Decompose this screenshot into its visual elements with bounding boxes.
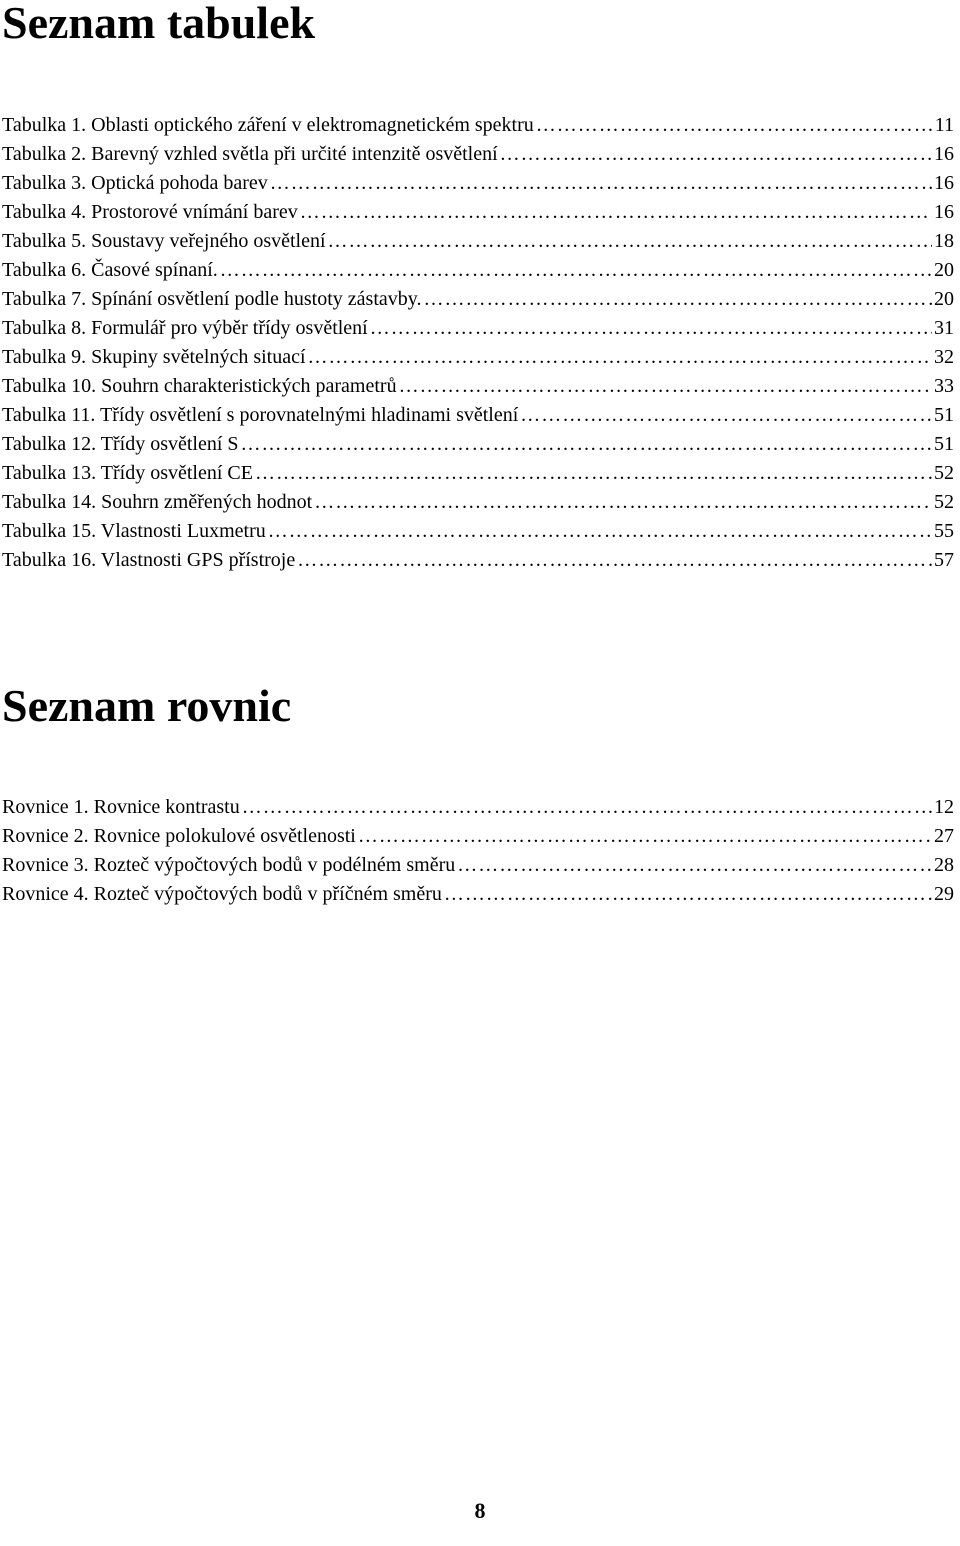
toc-dot-leader [220,256,932,285]
table-list-item[interactable] [2,256,954,285]
toc-dot-leader [370,314,932,343]
toc-entry-title: Tabulka 1. Oblasti optického záření v elektromagnetickém spektru [2,114,534,136]
toc-dot-leader [536,111,933,140]
list-of-tables-heading: Seznam tabulek [2,0,316,48]
page-number: 8 [474,1498,486,1523]
table-list-item[interactable] [2,372,954,401]
toc-page-number: 11 [934,114,954,136]
toc-dot-leader [270,169,932,198]
toc-dot-leader [520,401,932,430]
toc-dot-leader [399,372,932,401]
table-list-item[interactable] [2,343,954,372]
table-list-item[interactable] [2,111,954,140]
toc-entry-title: Tabulka 4. Prostorové vnímání barev [2,201,298,223]
toc-page-number: 18 [934,230,954,252]
toc-entry-title: Tabulka 13. Třídy osvětlení CE [2,462,253,484]
toc-dot-leader [328,227,932,256]
toc-page-number: 51 [934,404,954,426]
toc-dot-leader [300,198,932,227]
table-list-item[interactable] [2,430,954,459]
toc-entry-title: Tabulka 8. Formulář pro výběr třídy osvětlení [2,317,368,339]
toc-dot-leader [457,851,932,880]
toc-page-number: 32 [934,346,954,368]
toc-dot-leader [500,140,932,169]
table-list-item[interactable] [2,517,954,546]
list-of-tables [2,111,954,575]
list-of-equations-heading: Seznam rovnic [2,680,292,731]
toc-entry-title: Rovnice 2. Rovnice polokulové osvětlenosti [2,825,356,847]
toc-entry-title: Tabulka 16. Vlastnosti GPS přístroje [2,549,296,571]
toc-entry-title: Tabulka 9. Skupiny světelných situací [2,346,306,368]
toc-entry-title: Rovnice 3. Rozteč výpočtových bodů v podélném směru [2,854,456,876]
toc-page-number: 28 [934,854,954,876]
toc-page-number: 16 [934,172,954,194]
toc-entry-title: Tabulka 14. Souhrn změřených hodnot [2,491,313,513]
toc-entry-title: Tabulka 15. Vlastnosti Luxmetru [2,520,266,542]
toc-dot-leader [255,459,932,488]
toc-dot-leader [314,488,932,517]
toc-dot-leader [308,343,932,372]
toc-page-number: 31 [934,317,954,339]
toc-entry-title: Tabulka 3. Optická pohoda barev [2,172,268,194]
table-list-item[interactable] [2,169,954,198]
toc-page-number: 16 [934,201,954,223]
equation-list-item[interactable] [2,851,954,880]
toc-entry-title: Tabulka 6. Časové spínaní. [2,259,218,281]
toc-page-number: 27 [934,825,954,847]
toc-page-number: 55 [934,520,954,542]
equation-list-item[interactable] [2,880,954,909]
toc-entry-title: Tabulka 10. Souhrn charakteristických parametrů [2,375,397,397]
toc-entry-title: Tabulka 7. Spínání osvětlení podle hustoty zástavby. [2,288,422,310]
toc-page-number: 20 [934,259,954,281]
toc-dot-leader [242,793,932,822]
equation-list-item[interactable] [2,793,954,822]
table-list-item[interactable] [2,401,954,430]
table-list-item[interactable] [2,488,954,517]
toc-dot-leader [444,880,932,909]
table-list-item[interactable] [2,198,954,227]
list-of-equations [2,793,954,909]
toc-page-number: 33 [934,375,954,397]
toc-page-number: 57 [934,549,954,571]
toc-page-number: 52 [934,491,954,513]
toc-entry-title: Rovnice 4. Rozteč výpočtových bodů v příčném směru [2,883,442,905]
toc-entry-title: Tabulka 2. Barevný vzhled světla při určité intenzitě osvětlení [2,143,498,165]
toc-dot-leader [423,285,932,314]
equation-list-item[interactable] [2,822,954,851]
table-list-item[interactable] [2,546,954,575]
toc-entry-title: Rovnice 1. Rovnice kontrastu [2,796,240,818]
toc-page-number: 20 [934,288,954,310]
toc-page-number: 51 [934,433,954,455]
toc-page-number: 52 [934,462,954,484]
toc-page-number: 16 [934,143,954,165]
table-list-item[interactable] [2,227,954,256]
toc-entry-title: Tabulka 12. Třídy osvětlení S [2,433,239,455]
table-list-item[interactable] [2,140,954,169]
toc-dot-leader [268,517,932,546]
table-list-item[interactable] [2,459,954,488]
toc-page-number: 12 [934,796,954,818]
toc-dot-leader [297,546,932,575]
toc-dot-leader [358,822,932,851]
toc-entry-title: Tabulka 11. Třídy osvětlení s porovnatelnými hladinami světlení [2,404,519,426]
table-list-item[interactable] [2,285,954,314]
toc-dot-leader [241,430,932,459]
toc-page-number: 29 [934,883,954,905]
toc-entry-title: Tabulka 5. Soustavy veřejného osvětlení [2,230,326,252]
table-list-item[interactable] [2,314,954,343]
